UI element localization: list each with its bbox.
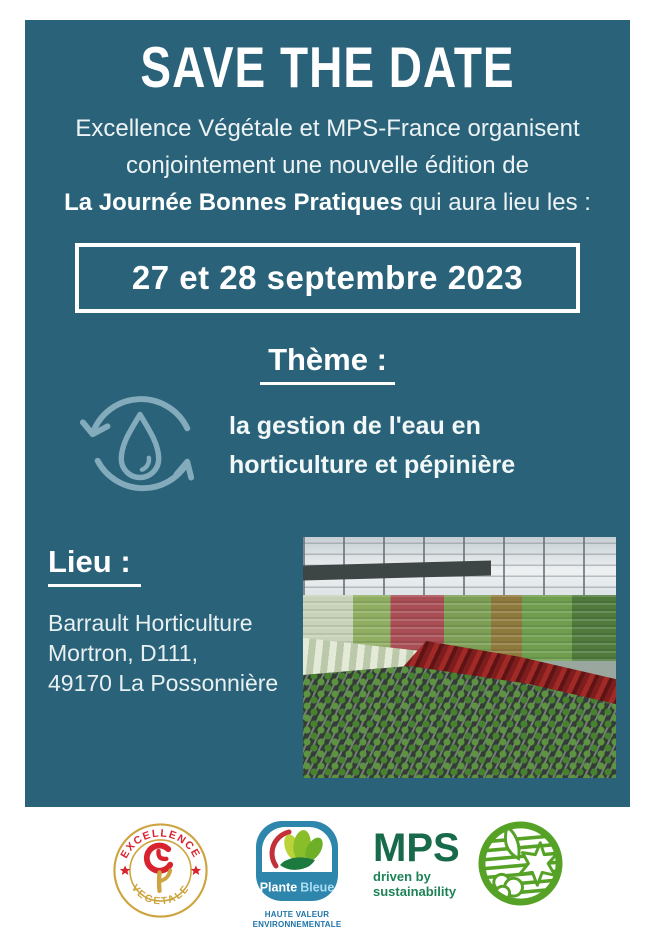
plante-bleue-wordmark: Plante Bleue bbox=[259, 880, 335, 895]
mps-tagline: driven by sustainability bbox=[373, 869, 457, 899]
address-block bbox=[48, 608, 278, 698]
location-heading: Lieu : bbox=[48, 544, 141, 580]
address-line-3: 49170 La Possonnière bbox=[48, 670, 279, 696]
intro-paragraph bbox=[25, 110, 630, 221]
footer-logos bbox=[0, 807, 657, 930]
date-box bbox=[75, 243, 580, 313]
intro-line-2: conjointement une nouvelle édition de bbox=[126, 152, 529, 179]
intro-line-3 bbox=[25, 184, 630, 221]
address-line-2: Mortron, D111, bbox=[48, 640, 198, 666]
intro-line-1: Excellence Végétale et MPS-France organisent bbox=[75, 115, 580, 142]
greenhouse-photo bbox=[303, 537, 616, 778]
intro-line-3-bold: La Journée Bonnes Pratiques bbox=[64, 189, 403, 216]
vegetale-arc-text: VEGETALE bbox=[128, 882, 193, 908]
address-line-1: Barrault Horticulture bbox=[48, 610, 253, 636]
plante-bleue-badge-icon bbox=[255, 820, 339, 902]
poster-title: SAVE THE DATE bbox=[140, 34, 515, 100]
plante-bleue-logo bbox=[251, 820, 343, 929]
theme-text-line-2: horticulture et pépinière bbox=[229, 451, 516, 479]
excellence-arc-text: EXCELLENCE bbox=[118, 827, 203, 861]
intro-line-3-rest: qui aura lieu les : bbox=[402, 189, 591, 216]
event-date: 27 et 28 septembre 2023 bbox=[131, 259, 524, 296]
plante-bleue-caption: HAUTE VALEUR ENVIRONNEMENTALE bbox=[252, 910, 342, 929]
mps-leaf-circle-logo bbox=[478, 821, 563, 906]
cycle-right-arrowhead bbox=[176, 462, 191, 478]
excellence-vegetale-logo bbox=[112, 822, 209, 919]
water-drop-highlight bbox=[142, 458, 149, 470]
theme-text bbox=[229, 407, 515, 485]
mps-wordmark: MPS bbox=[373, 826, 460, 870]
mps-logo bbox=[373, 828, 460, 899]
theme-heading: Thème : bbox=[25, 342, 630, 378]
water-drop-outline bbox=[121, 415, 158, 478]
water-drop-recycle-icon bbox=[77, 388, 203, 506]
theme-text-line-1: la gestion de l'eau en bbox=[229, 412, 481, 440]
